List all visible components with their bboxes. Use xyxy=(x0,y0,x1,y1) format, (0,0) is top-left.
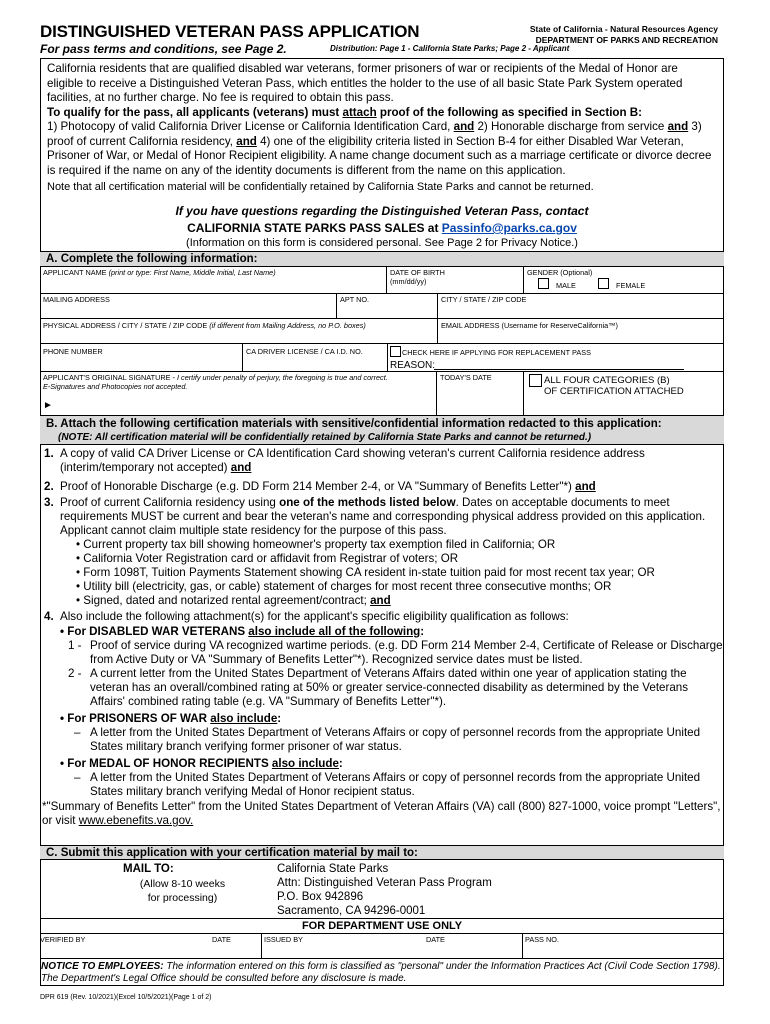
divider xyxy=(386,267,387,293)
bullet-text: Signed, dated and notarized rental agreement/contract; xyxy=(83,594,371,607)
item1-text: A copy of valid CA Driver License or CA Identification Card showing veteran's current California residence address (interim/temporary not accepted) xyxy=(60,447,645,474)
pow-item xyxy=(40,726,724,754)
signature-hint: - I certify under penalty of perjury, the foregoing is true and correct. xyxy=(172,373,388,382)
dwv-item-2 xyxy=(40,667,724,709)
section-b-note: (NOTE: All certification material will be confidentially retained by California State Parks and cannot be returned.) xyxy=(58,432,592,443)
intro-p2-attach: attach xyxy=(342,105,377,119)
dob-text: DATE OF BIRTH xyxy=(390,268,445,277)
notice-text: The information entered on this form is classified as "personal" under the Information Practices Act (Civil Code Section 1798). The Department's Legal Office should be consulted before any disclosure is made. xyxy=(41,961,721,984)
dwv-text: For DISABLED WAR VETERANS xyxy=(67,625,249,638)
dwv-underlined: also include all of the following xyxy=(248,625,421,638)
department-use-heading: FOR DEPARTMENT USE ONLY xyxy=(301,920,463,932)
address-line-1: California State Parks xyxy=(277,863,389,875)
item3-text-a: Proof of current California residency using xyxy=(60,496,280,509)
intro-paragraph-4: Note that all certification material will be confidentially retained by California State Parks and cannot be returned. xyxy=(47,181,594,193)
item2-and: and xyxy=(575,480,596,493)
list-item xyxy=(40,496,724,538)
list-item xyxy=(40,447,724,475)
bullet-item: • Signed, dated and notarized rental agreement/contract; and xyxy=(76,594,391,607)
pow-text: For PRISONERS OF WAR xyxy=(67,712,211,725)
city-state-zip-label: CITY / STATE / ZIP CODE xyxy=(441,295,527,304)
applicant-name-text: APPLICANT NAME xyxy=(43,268,107,277)
divider xyxy=(40,918,724,919)
pow-item-text: A letter from the United States Department of Veterans Affairs or copy of personnel records from the appropriate United States military branch verifying former prisoner of war status. xyxy=(90,726,701,753)
applicant-name-label xyxy=(43,268,276,277)
contact-line-2-text: CALIFORNIA STATE PARKS PASS SALES at xyxy=(187,221,442,235)
residency-bullets xyxy=(40,538,724,608)
page-subtitle: For pass terms and conditions, see Page 2. xyxy=(40,42,287,56)
mail-to-label: MAIL TO: xyxy=(123,863,174,875)
bullet-text: Utility bill (electricity, gas, or cable) statement of charges for most recent three consecutive months; OR xyxy=(83,580,612,593)
moh-item-text: A letter from the United States Department of Veterans Affairs or copy of personnel records from the appropriate United States military branch verifying Medal of Honor recipient status. xyxy=(90,771,701,798)
signature-label xyxy=(43,373,388,391)
bullet-item: • California Voter Registration card or affidavit from Registrar of voters; OR xyxy=(76,552,459,565)
male-checkbox[interactable] xyxy=(538,278,549,289)
intro-paragraph-3 xyxy=(47,120,717,178)
intro-paragraph-1: California residents that are qualified disabled war veterans, former prisoners of war or recipients of the Medal of Honor are eligible to receive a Distinguished Veteran Pass, which entitles the holder to the use of all basic State Park System operated facilities, at no further charge. No fee is required to obtain this pass. xyxy=(47,62,683,104)
physical-address-label xyxy=(43,321,366,330)
intro-p3-and3: and xyxy=(236,134,257,148)
intro-p3-b: 2) Honorable discharge from service xyxy=(474,120,668,133)
signature-text: APPLICANT'S ORIGINAL SIGNATURE xyxy=(43,373,171,382)
form-id: DPR 619 (Rev. 10/2021)(Excel 10/5/2021)(Page 1 of 2) xyxy=(40,994,212,1001)
date-label-2: DATE xyxy=(426,935,445,944)
divider xyxy=(336,293,337,318)
divider xyxy=(522,933,523,958)
divider xyxy=(437,293,438,318)
intro-paragraph-2 xyxy=(47,106,717,121)
contact-line-1: If you have questions regarding the Distinguished Veteran Pass, contact xyxy=(175,204,589,218)
dwv-heading: • For DISABLED WAR VETERANS also include all of the following: xyxy=(60,625,425,638)
section-c-heading: C. Submit this application with your certification material by mail to: xyxy=(40,845,724,860)
section-b-heading-text: B. Attach the following certification materials with sensitive/confidential information redacted to this application: xyxy=(46,418,662,430)
phone-label: PHONE NUMBER xyxy=(43,347,103,356)
verified-by-label: VERIFIED BY xyxy=(40,935,86,944)
all-four-text-1: ALL FOUR CATEGORIES (B) xyxy=(544,375,670,386)
all-four-checkbox[interactable] xyxy=(529,374,542,387)
gender-label: GENDER (Optional) xyxy=(527,268,593,277)
bullet-text: California Voter Registration card or affidavit from Registrar of voters; OR xyxy=(83,552,459,565)
item-number: 2. xyxy=(44,480,54,493)
dob-label xyxy=(390,268,445,286)
pow-underlined: also include xyxy=(210,712,278,725)
divider xyxy=(40,958,724,959)
contact-email-link[interactable]: Passinfo@parks.ca.gov xyxy=(441,221,577,235)
moh-colon: : xyxy=(338,757,343,770)
divider xyxy=(40,293,724,294)
employee-notice xyxy=(41,961,721,985)
pow-colon: : xyxy=(277,712,282,725)
replacement-label: CHECK HERE IF APPLYING FOR REPLACEMENT PASS xyxy=(402,348,591,357)
privacy-note: (Information on this form is considered personal. See Page 2 for Privacy Notice.) xyxy=(186,237,578,249)
agency-line-1: State of California - Natural Resources Agency xyxy=(529,24,718,34)
bullet-item: • Utility bill (electricity, gas, or cable) statement of charges for most recent three consecutive months; OR xyxy=(76,580,612,593)
dob-hint: (mm/dd/yy) xyxy=(390,277,427,286)
divider xyxy=(437,318,438,343)
pass-no-label: PASS NO. xyxy=(525,935,559,944)
moh-dash: – xyxy=(74,771,81,784)
divider xyxy=(261,933,262,958)
item4-text: Also include the following attachment(s) for the applicant's specific eligibility qualification as follows: xyxy=(60,610,569,623)
bullet-item: • Current property tax bill showing homeowner's property tax exemption filed in California; OR xyxy=(76,538,556,551)
mailing-address-label: MAILING ADDRESS xyxy=(43,295,110,304)
section-a-heading: A. Complete the following information: xyxy=(40,251,724,267)
item1-and: and xyxy=(230,461,252,474)
moh-text: For MEDAL OF HONOR RECIPIENTS xyxy=(67,757,272,770)
section-b-list xyxy=(40,447,724,828)
intro-p3-and1: and xyxy=(453,120,475,133)
physical-address-hint: (if different from Mailing Address, no P.O. boxes) xyxy=(209,321,366,330)
pow-heading: • For PRISONERS OF WAR also include: xyxy=(60,712,282,725)
divider xyxy=(40,371,724,372)
intro-text xyxy=(47,62,717,195)
moh-heading: • For MEDAL OF HONOR RECIPIENTS also include: xyxy=(60,757,343,770)
date-label-1: DATE xyxy=(212,935,231,944)
allow-line-1: (Allow 8-10 weeks xyxy=(139,878,226,890)
pow-dash: – xyxy=(74,726,81,739)
intro-p3-d: 4) one of the eligibility criteria listed in Section B-4 for either Disabled War Veteran, Prisoner of War, or Medal of Honor Recipient eligibility. A name change document such as a marriage certificate or divorce decree is required if the name on any of the identity documents is different from the name on this application. xyxy=(47,134,712,177)
item3-text-b: . Dates on acceptable documents to meet requirements MUST be current and bear the veteran's name and corresponding physical address provided on this application. Applicant cannot claim multiple state residency for the purpose of this pass. xyxy=(60,496,706,537)
item3-bold: one of the methods listed below xyxy=(279,496,456,509)
item2-text: Proof of Honorable Discharge (e.g. DD Form 214 Member 2-4, or VA "Summary of Benefits Letter"*) xyxy=(60,480,576,493)
dwv-item-1 xyxy=(40,639,724,667)
intro-p3-a: 1) Photocopy of valid California Driver License or California Identification Card, xyxy=(47,120,454,133)
ebenefits-link[interactable]: www.ebenefits.va.gov. xyxy=(78,814,194,827)
footnote xyxy=(40,800,724,828)
dwv-1-text: Proof of service during VA recognized wartime periods. (e.g. DD Form 214 Member 2-4, Certificate of Release or Discharge from Active Duty or VA "Summary of Benefits Letter"*). Recognized service dates must be listed. xyxy=(90,639,723,666)
female-checkbox[interactable] xyxy=(598,278,609,289)
item-text xyxy=(60,480,724,494)
divider xyxy=(523,371,524,415)
bullet5-and: and xyxy=(370,594,391,607)
dwv-colon: : xyxy=(420,625,425,638)
reason-label: REASON: xyxy=(390,360,436,371)
dwv-2-number: 2 - xyxy=(68,667,82,680)
item-number: 1. xyxy=(44,447,54,460)
allow-line-2: for processing) xyxy=(147,892,218,904)
mailing-address-block xyxy=(277,862,492,918)
applicant-name-hint: (print or type: First Name, Middle Initial, Last Name) xyxy=(108,268,276,277)
reason-input-line[interactable] xyxy=(434,369,684,370)
divider xyxy=(40,933,724,934)
intro-p3-c: 3) proof of current California residency, xyxy=(47,120,702,148)
email-address-label: EMAIL ADDRESS (Username for ReserveCalifornia™) xyxy=(441,321,618,330)
notice-label: NOTICE TO EMPLOYEES: xyxy=(41,961,164,972)
agency-line-2: DEPARTMENT OF PARKS AND RECREATION xyxy=(535,35,718,45)
signature-hint-2: E-Signatures and Photocopies not accepted. xyxy=(43,382,188,391)
physical-address-text: PHYSICAL ADDRESS / CITY / STATE / ZIP CODE xyxy=(43,321,208,330)
moh-item xyxy=(40,771,724,799)
address-line-3: P.O. Box 942896 xyxy=(277,891,364,903)
divider xyxy=(436,371,437,415)
dwv-1-number: 1 - xyxy=(68,639,82,652)
bullet-text: Current property tax bill showing homeowner's property tax exemption filed in California; OR xyxy=(83,538,556,551)
contact-line-2 xyxy=(40,221,724,235)
item-number: 4. xyxy=(44,610,54,623)
intro-p2-a: To qualify for the pass, all applicants (veterans) must xyxy=(47,105,343,119)
todays-date-label: TODAY'S DATE xyxy=(440,373,492,382)
divider xyxy=(40,343,724,344)
item-number: 3. xyxy=(44,496,54,509)
address-line-4: Sacramento, CA 94296-0001 xyxy=(277,905,426,917)
intro-p2-b: proof of the following as specified in Section B: xyxy=(376,105,643,119)
male-label: MALE xyxy=(556,281,576,290)
dwv-2-text: A current letter from the United States Department of Veterans Affairs dated within one year of application stating the veteran has an overall/combined rating at 50% or greater service-connected disability as determined by the Veterans Affairs' combined rating table (e.g. VA "Summary of Benefits Letter"*). xyxy=(90,667,689,708)
address-line-2: Attn: Distinguished Veteran Pass Program xyxy=(277,877,492,889)
divider xyxy=(387,343,388,371)
divider xyxy=(242,343,243,371)
section-b-heading xyxy=(40,415,724,445)
female-label: FEMALE xyxy=(616,281,646,290)
issued-by-label: ISSUED BY xyxy=(264,935,303,944)
distribution-note: Distribution: Page 1 - California State Parks; Page 2 - Applicant xyxy=(330,44,570,53)
bullet-text: Form 1098T, Tuition Payments Statement showing CA resident in-state tuition paid for most recent tax year; OR xyxy=(83,566,655,579)
page-title: DISTINGUISHED VETERAN PASS APPLICATION xyxy=(40,22,420,41)
list-item xyxy=(40,480,724,494)
list-item xyxy=(40,610,724,624)
replacement-checkbox[interactable] xyxy=(390,346,401,357)
agency-block xyxy=(530,24,718,46)
apt-no-label: APT NO. xyxy=(340,295,370,304)
divider xyxy=(523,267,524,293)
item-text xyxy=(60,496,724,538)
all-four-label xyxy=(544,375,684,397)
item-text xyxy=(60,447,724,475)
processing-time xyxy=(120,877,245,905)
divider xyxy=(40,318,724,319)
signature-arrow-icon: ► xyxy=(43,400,53,411)
moh-underlined: also include xyxy=(271,757,339,770)
bullet-item: • Form 1098T, Tuition Payments Statement showing CA resident in-state tuition paid for most recent tax year; OR xyxy=(76,566,655,579)
intro-p3-and2: and xyxy=(667,120,689,133)
all-four-text-2: OF CERTIFICATION ATTACHED xyxy=(544,386,684,397)
license-label: CA DRIVER LICENSE / CA I.D. NO. xyxy=(246,347,363,356)
footnote-text: *"Summary of Benefits Letter" from the United States Department of Veteran Affairs (VA) call (800) 827-1000, voice prompt "Letters", or visit xyxy=(42,800,721,827)
